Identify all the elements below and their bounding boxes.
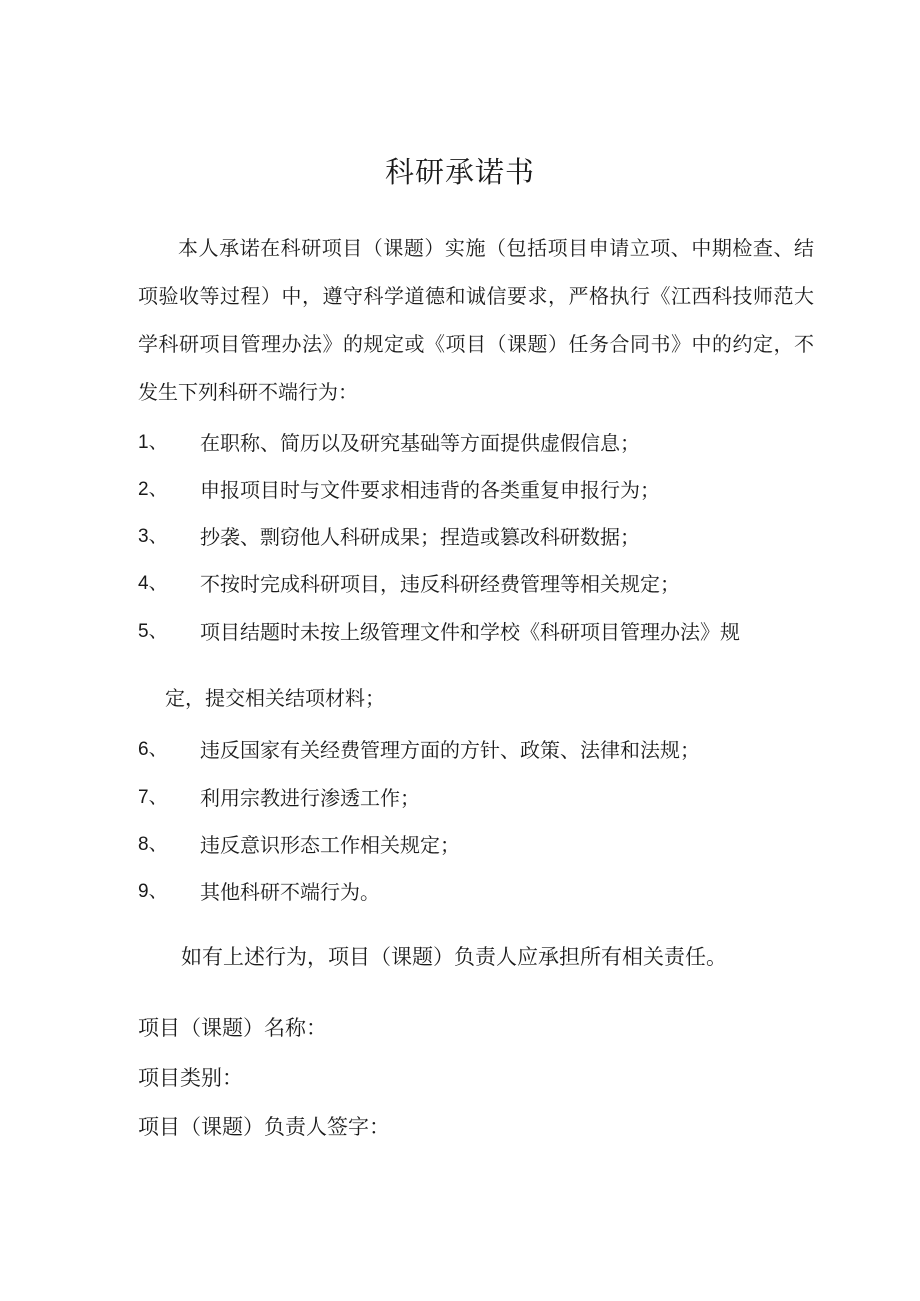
- list-item-text: 违反意识形态工作相关规定；: [200, 833, 460, 857]
- list-item-text: 在职称、简历以及研究基础等方面提供虚假信息；: [200, 431, 640, 455]
- list-item-number: 6、: [138, 739, 168, 760]
- list-item-number: 9、: [138, 881, 168, 902]
- list-item-text: 违反国家有关经费管理方面的方针、政策、法律和法规；: [200, 738, 700, 762]
- leader-signature-label: 项目（课题）负责人签字：: [138, 1115, 390, 1139]
- list-item-number: 3、: [138, 526, 168, 547]
- list-item-number: 1、: [138, 432, 168, 453]
- list-item-number: 4、: [138, 573, 168, 594]
- list-item-text: 申报项目时与文件要求相违背的各类重复申报行为；: [200, 478, 660, 502]
- list-item-text: 利用宗教进行渗透工作；: [200, 786, 420, 810]
- list-item-text: 项目结题时未按上级管理文件和学校《科研项目管理办法》规: [200, 620, 740, 644]
- list-item-number: 5、: [138, 621, 168, 642]
- list-item-number: 7、: [138, 787, 168, 808]
- closing-statement: 如有上述行为，项目（课题）负责人应承担所有相关责任。: [181, 945, 727, 969]
- project-name-label: 项目（课题）名称：: [138, 1016, 327, 1040]
- list-item-text: 不按时完成科研项目，违反科研经费管理等相关规定；: [200, 572, 680, 596]
- list-item-number: 8、: [138, 834, 168, 855]
- list-item-text: 抄袭、剽窃他人科研成果；捏造或篡改科研数据；: [200, 525, 640, 549]
- list-item-number: 2、: [138, 479, 168, 500]
- project-category-label: 项目类别：: [138, 1066, 243, 1090]
- list-item-continuation: 定，提交相关结项材料；: [165, 686, 385, 710]
- document-title: 科研承诺书: [384, 155, 535, 189]
- intro-paragraph: 本人承诺在科研项目（课题）实施（包括项目申请立项、中期检查、结项验收等过程）中，遵守科学道德和诚信要求，严格执行《江西科技师范大学科研项目管理办法》的规定或《项目（课题）任务合同书》中的约定，不发生下列科研不端行为：: [138, 236, 814, 404]
- list-item-text: 其他科研不端行为。: [200, 880, 380, 904]
